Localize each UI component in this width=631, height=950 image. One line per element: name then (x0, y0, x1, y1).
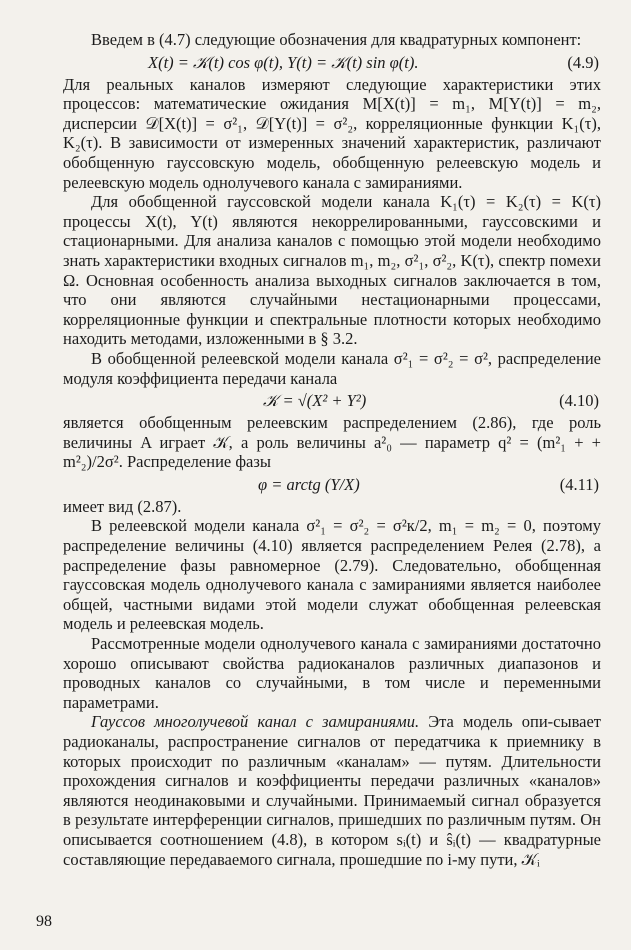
formula-4-11 (63, 472, 601, 497)
equation-number: (4.10) (559, 391, 599, 411)
paragraph-2: Для реальных каналов измеряют следующие характеристики этих процессов: математические ожидания M[X(t)] = m₁, M[Y(t)] = m₂, дисперсии 𝒟[X(t)] = σ²₁, 𝒟[Y(t)] = σ²₂, корреляционные функции K₁(τ), K₂(τ). В зависимости от измеренных значений характеристик, различают обобщенную гауссовскую модель, обобщенную релеевскую модель и релеевскую модель однолучевого канала с замираниями. (63, 74, 601, 192)
equation-number: (4.11) (559, 474, 599, 494)
formula-4-10 (63, 388, 601, 413)
paragraph-6: имеет вид (2.87). (63, 496, 182, 516)
paragraph-9-body: сывает радиоканалы, распространение сигналов от передатчика к приемнику в которых происходит по различным «каналам» — путям. Длительности прохождения сигналов и коэффициенты передачи различных «каналов» являются неодинаковыми и случайными. Принимаемый сигнал образуется в результате интерференции сигналов, пришедших по различным путям. Он описывается соотношением (4.8), в котором sᵢ(t) и ŝᵢ(t) — квадратурные составляющие передаваемого сигнала, прошедшие по i-му пути, 𝒦ᵢ (63, 712, 601, 869)
paragraph-1: Введем в (4.7) следующие обозначения для квадратурных компонент: (91, 30, 582, 49)
paragraph-9 (63, 712, 601, 869)
formula-expression: X(t) = 𝒦(t) cos φ(t), Y(t) = 𝒦(t) sin φ(t). (148, 52, 419, 72)
equation-number: (4.9) (567, 52, 599, 72)
formula-expression: φ = arctg (Y/X) (258, 474, 360, 494)
formula-expression: 𝒦 = √(X² + Y²) (263, 391, 367, 411)
paragraph-5: является обобщенным релеевским распределением (2.86), где роль величины A играет 𝒦, а роль величины a²₀ — параметр q² = (m²₁ + + m²₂)/2σ². Распределение фазы (63, 413, 601, 472)
paragraph-7: В релеевской модели канала σ²₁ = σ²₂ = σ²к/2, m₁ = m₂ = 0, поэтому распределение величины (4.10) является распределением Релея (2.78), а распределение фазы равномерное (2.79). Следовательно, обобщенная гауссовская модель однолучевого канала с замираниями является наиболее общей, частными видами этой модели служат обобщенная релеевская модель и релеевская модель. (63, 516, 601, 634)
section-lead-tail: Эта модель опи- (428, 712, 554, 732)
paragraph-4: В обобщенной релеевской модели канала σ²₁ = σ²₂ = σ², распределение модуля коэффициента передачи канала (63, 348, 601, 388)
section-lead-italic: Гауссов многолучевой канал с замираниями. (91, 712, 420, 732)
formula-4-9 (63, 50, 601, 75)
paragraph-3: Для обобщенной гауссовской модели канала K₁(τ) = K₂(τ) = K(τ) процессы X(t), Y(t) являются некоррелированными, гауссовскими и стационарными. Для анализа каналов с помощью этой модели необходимо знать характеристики входных сигналов m₁, m₂, σ²₁, σ²₂, K(τ), спектр помехи Ω. Основная особенность анализа выходных сигналов заключается в том, что они являются случайными нестационарными процессами, корреляционные функции и спектральные плотности которых необходимо находить методами, изложенными в § 3.2. (63, 192, 601, 349)
paragraph-8: Рассмотренные модели однолучевого канала с замираниями достаточно хорошо описывают свойства радиоканалов различных диапазонов и проводных каналов со случайными, в том числе и переменными параметрами. (63, 634, 601, 712)
page-number: 98 (36, 913, 52, 930)
